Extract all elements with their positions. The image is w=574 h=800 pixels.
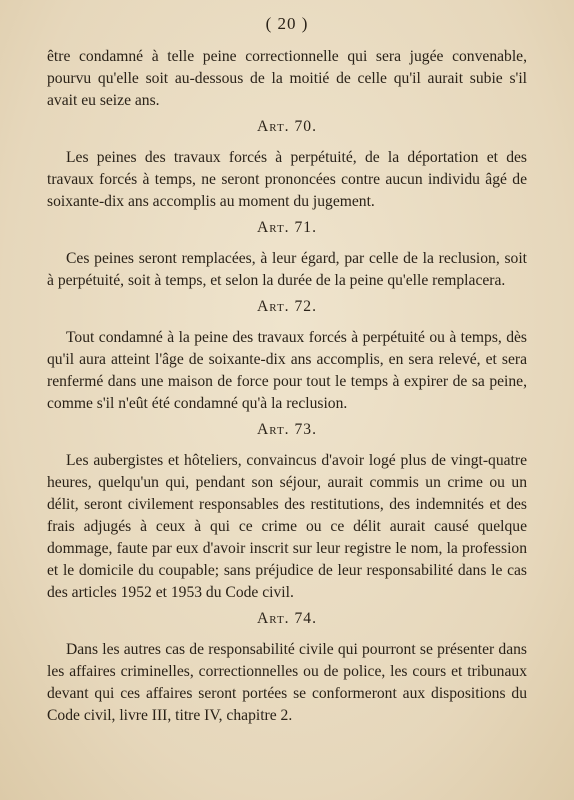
paragraph-article-74: Dans les autres cas de responsabilité civile qui pourront se présenter dans les affaires criminelles, correctionnelles ou de police, les cours et tribunaux devant qui ces affaires seront portées se conformeront aux dispositions du Code civil, livre III, titre IV, chapitre 2. (47, 641, 527, 724)
article-heading-73: Art. 73. (257, 421, 317, 438)
document-body (47, 46, 527, 727)
page-number: ( 20 ) (265, 14, 309, 33)
paragraph-article-71: Ces peines seront remplacées, à leur égard, par celle de la reclusion, soit à perpétuité, soit à temps, et selon la durée de la peine qu'elle remplacera. (47, 250, 527, 289)
article-heading-74: Art. 74. (257, 610, 317, 627)
paragraph-continuation: être condamné à telle peine correctionnelle qui sera jugée convenable, pourvu qu'elle soit au-dessous de la moitié de celle qu'il aurait subie s'il avait eu seize ans. (47, 48, 527, 109)
paragraph-article-70: Les peines des travaux forcés à perpétuité, de la déportation et des travaux forcés à temps, ne seront prononcées contre aucun individu âgé de soixante-dix ans accomplis au moment du jugement. (47, 149, 527, 210)
paragraph-article-72: Tout condamné à la peine des travaux forcés à perpétuité ou à temps, dès qu'il aura atteint l'âge de soixante-dix ans accomplis, en sera relevé, et sera renfermé dans une maison de force pour tout le temps à expirer de sa peine, comme s'il n'eût été condamné qu'à la reclusion. (47, 329, 527, 412)
article-heading-70: Art. 70. (257, 118, 317, 135)
article-heading-72: Art. 72. (257, 298, 317, 315)
article-heading-71: Art. 71. (257, 219, 317, 236)
paragraph-article-73: Les aubergistes et hôteliers, convaincus d'avoir logé plus de vingt-quatre heures, quelqu'un qui, pendant son séjour, aurait commis un crime ou un délit, seront civilement responsables des restitutions, des indemnités et des frais adjugés à ceux à qui ce crime ou ce délit aurait causé quelque dommage, faute par eux d'avoir inscrit sur leur registre le nom, la profession et le domicile du coupable; sans préjudice de leur responsabilité dans le cas des articles 1952 et 1953 du Code civil. (47, 452, 527, 601)
